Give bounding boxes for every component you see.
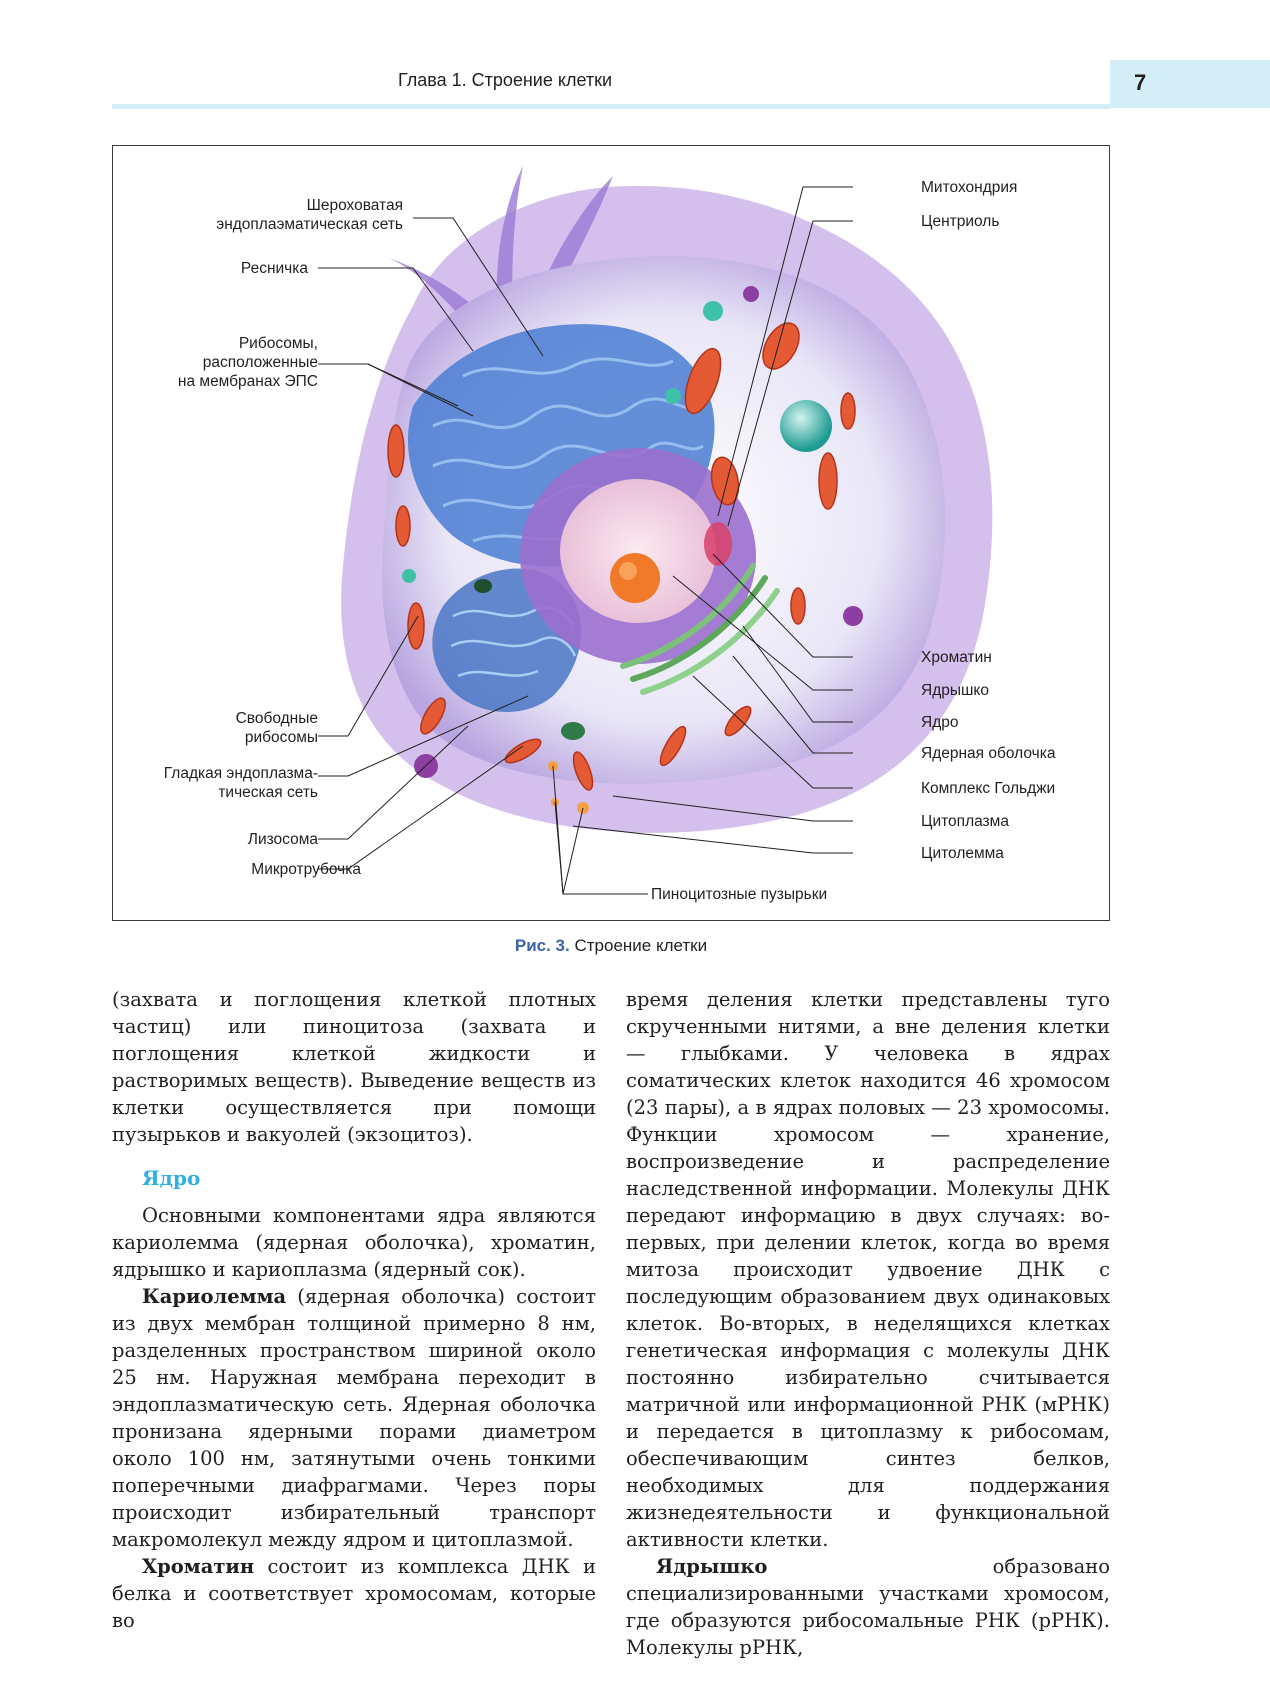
section-heading-nucleus: Ядро (142, 1166, 201, 1190)
label-golgi: Комплекс Гольджи (921, 780, 1056, 797)
label-mitochondrion: Митохондрия (921, 179, 1018, 196)
lysosome-shape (561, 722, 585, 740)
bleb-2 (843, 606, 863, 626)
label-rough-er-line1: Шероховатая (306, 197, 403, 214)
caption-text: Строение клетки (574, 936, 708, 955)
label-cytoplasm: Цитоплазма (921, 813, 1009, 830)
label-pinocytic-vesicles: Пиноцитозные пузырьки (651, 886, 828, 903)
label-ribosomes-line1: Рибосомы, (238, 335, 318, 352)
chromatin-text: состоит из комплекса ДНК и белка и соответствует хромосомам, которые во (112, 1555, 596, 1632)
bleb-3 (743, 286, 759, 302)
label-ribosomes-line3: на мембранах ЭПС (177, 373, 318, 390)
label-lysosome: Лизосома (247, 831, 318, 848)
header-rule (112, 104, 1110, 109)
vacuole-large (780, 400, 832, 452)
paragraph-nucleus-components: Основными компонентами ядра являются кариолемма (ядерная оболочка), хроматин, ядрышко и кариоплазма (ядерный сок). (112, 1204, 596, 1281)
vesicle-2 (665, 388, 681, 404)
figure-caption (112, 936, 1110, 956)
page-number: 7 (1134, 70, 1147, 95)
label-free-ribosomes-line1: Свободные (235, 710, 318, 727)
nucleolus-highlight (619, 562, 637, 580)
text-column-left (112, 986, 596, 1634)
label-microtubule: Микротрубочка (251, 861, 361, 878)
label-chromatin: Хроматин (921, 649, 992, 666)
text-column-right (626, 986, 1110, 1661)
cell-figure (112, 145, 1110, 921)
label-smooth-er-line2: тическая сеть (218, 784, 318, 801)
label-cilium: Ресничка (240, 260, 308, 277)
label-free-ribosomes-line2: рибосомы (244, 729, 318, 746)
label-nucleolus: Ядрышко (921, 682, 990, 699)
vesicle-1 (703, 301, 723, 321)
label-centriole: Центриоль (921, 213, 1000, 230)
lysosome-2 (474, 579, 492, 593)
label-nucleus: Ядро (921, 714, 959, 731)
label-nuclear-envelope: Ядерная оболочка (921, 745, 1056, 762)
paragraph-chromatin (112, 1553, 596, 1634)
paragraph-nucleolus (626, 1553, 1110, 1661)
term-chromatin: Хроматин (142, 1555, 255, 1578)
caption-number: Рис. 3. (514, 936, 570, 955)
nucleolus-text: образовано специализированными участками хромосом, где образуются рибосомальные РНК (рРНК). Молекулы рРНК, (626, 1555, 1110, 1659)
karyolemma-text: (ядерная оболочка) состоит из двух мембран толщиной примерно 8 нм, разделенных пространством шириной около 25 нм. Наружная мембрана переходит в эндоплазматическую сеть. Ядерная оболочка пронизана ядерными порами диаметром около 100 нм, затянутыми очень тонкими поперечными диафрагмами. Через поры происходит избирательный транспорт макромолекул между ядром и цитоплазмой. (112, 1285, 596, 1551)
label-rough-er-line2: эндоплаэматическая сеть (216, 216, 403, 233)
label-cytolemma: Цитолемма (921, 845, 1004, 862)
term-nucleolus: Ядрышко (656, 1555, 768, 1578)
paragraph-karyolemma (112, 1283, 596, 1553)
vesicle-3 (402, 569, 416, 583)
paragraph-continuation: (захвата и поглощения клеткой плотных частиц) или пиноцитоза (захвата и поглощения клеткой жидкости и растворимых веществ). Выведение веществ из клетки осуществляется при помощи пузырьков и вакуолей (экзоцитоз). (112, 988, 596, 1146)
label-smooth-er-line1: Гладкая эндоплазма- (163, 765, 318, 782)
paragraph-chromosomes: время деления клетки представлены туго скрученными нитями, а вне деления клетки — глыбками. У человека в ядрах соматических клеток находится 46 хромосом (23 пары), а в ядрах половых — 23 хромосомы. Функции хромосом — хранение, воспроизведение и распределение наследственной информации. Молекулы ДНК передают информацию в двух случаях: во-первых, при делении клеток, когда во время митоза происходит удвоение ДНК с последующим образованием двух одинаковых клеток. Во-вторых, в неделящихся клетках генетическая информация с молекулы ДНК постоянно избирательно считывается матричной или информационной РНК (мРНК) и передается в цитоплазму к рибосомам, обеспечивающим синтез белков, необходимых для поддержания жизнедеятельности и функциональной активности клетки. (626, 988, 1110, 1551)
cell-illustration (113, 146, 1110, 921)
term-karyolemma: Кариолемма (142, 1285, 287, 1308)
nucleolus-shape (610, 553, 660, 603)
label-ribosomes-line2: расположенные (202, 354, 318, 371)
chapter-title: Глава 1. Строение клетки (397, 70, 613, 90)
